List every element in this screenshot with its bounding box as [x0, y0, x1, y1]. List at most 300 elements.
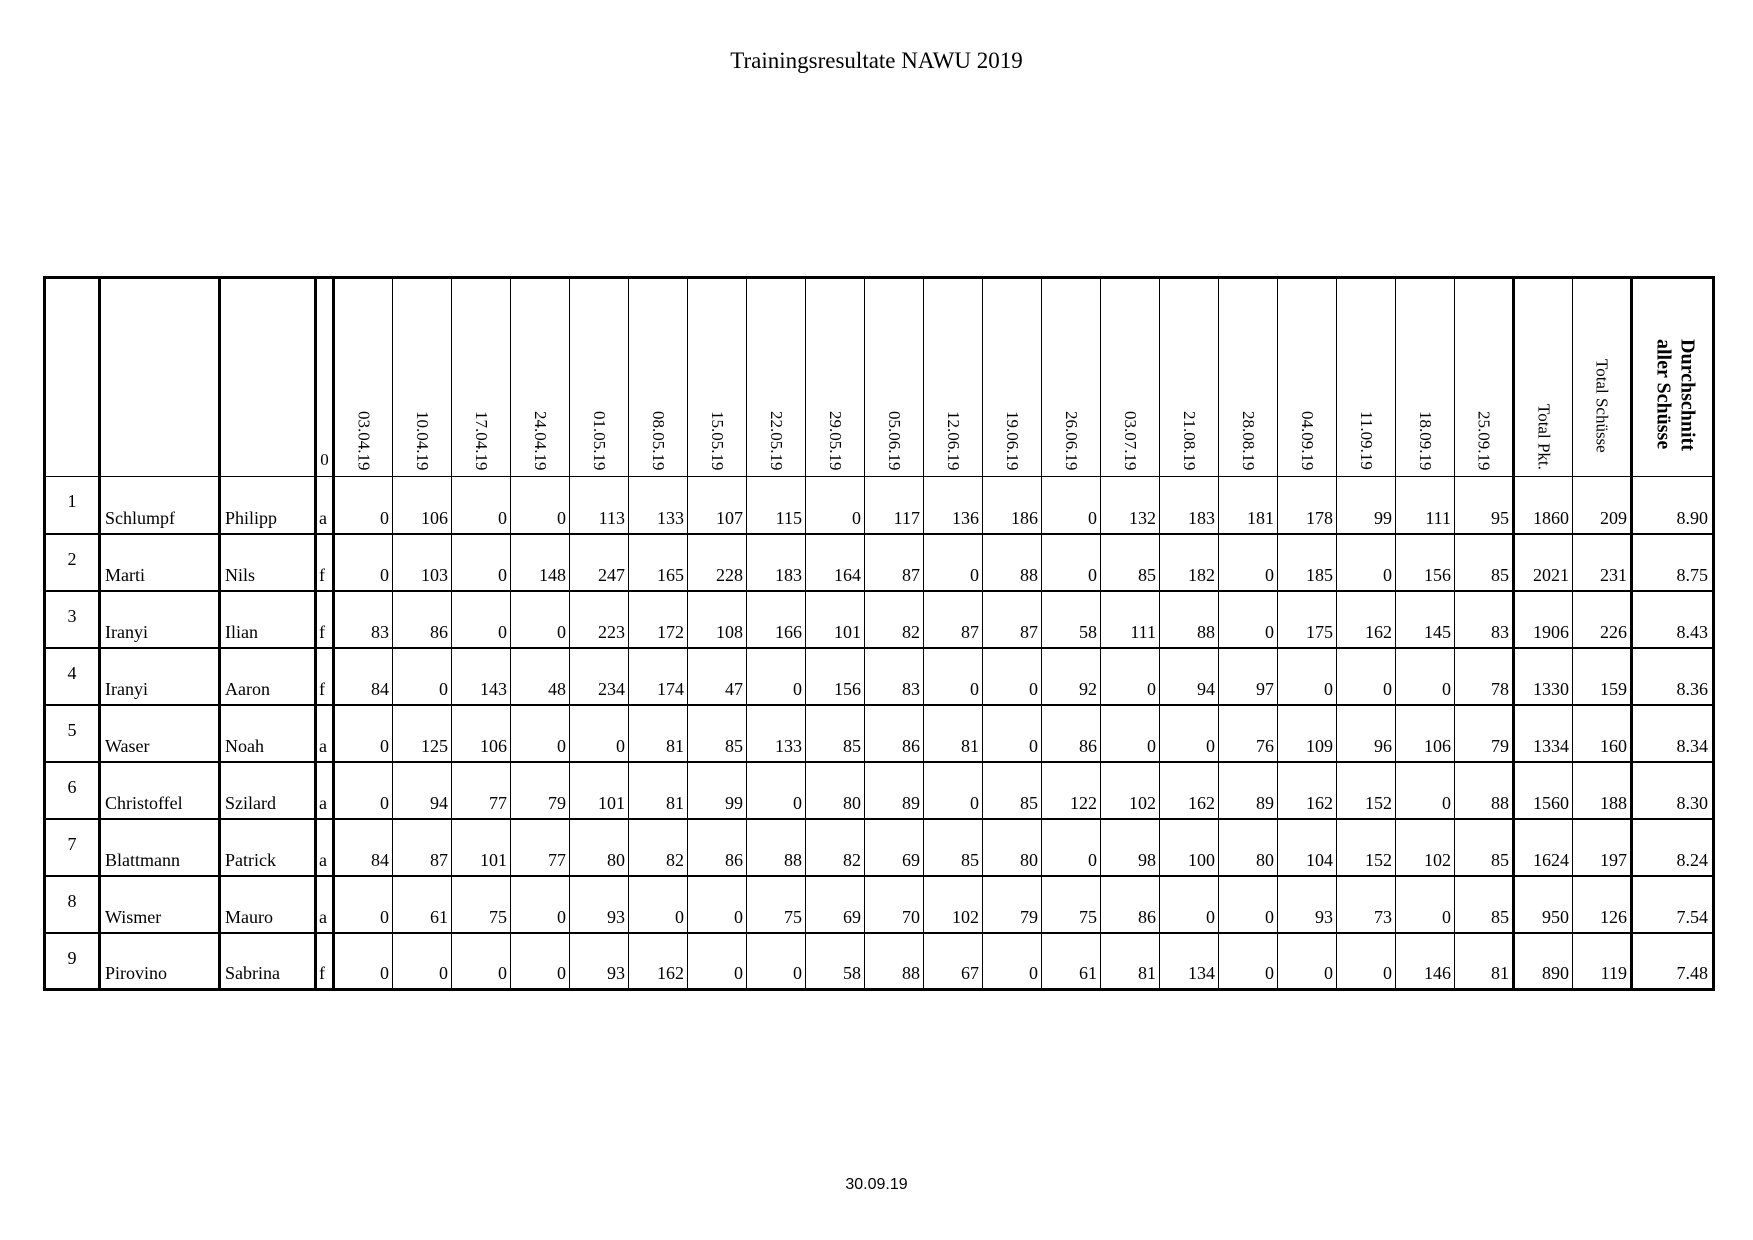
table-row — [45, 819, 1714, 876]
total-shots-cell: 126 — [1573, 876, 1632, 933]
score-cell: 0 — [1219, 591, 1278, 648]
lastname-cell: Christoffel — [100, 762, 220, 819]
header-date — [393, 278, 452, 477]
category-cell: a — [316, 762, 334, 819]
table-row — [45, 762, 1714, 819]
score-cell: 101 — [570, 762, 629, 819]
score-cell: 85 — [983, 762, 1042, 819]
rank-cell: 3 — [45, 591, 100, 648]
total-points-cell: 2021 — [1514, 534, 1573, 591]
score-cell: 98 — [1101, 819, 1160, 876]
header-date-label: 08.05.19 — [649, 410, 668, 470]
header-date — [1101, 278, 1160, 477]
score-cell: 102 — [1101, 762, 1160, 819]
category-cell: f — [316, 933, 334, 990]
score-cell: 100 — [1160, 819, 1219, 876]
score-cell: 99 — [1337, 477, 1396, 534]
score-cell: 0 — [1396, 762, 1455, 819]
score-cell: 164 — [806, 534, 865, 591]
score-cell: 82 — [629, 819, 688, 876]
header-date — [1337, 278, 1396, 477]
header-zero: 0 — [316, 278, 334, 477]
score-cell: 0 — [1396, 648, 1455, 705]
score-cell: 166 — [747, 591, 806, 648]
header-date-label: 22.05.19 — [767, 410, 786, 470]
score-cell: 0 — [511, 705, 570, 762]
firstname-cell: Philipp — [220, 477, 316, 534]
score-cell: 0 — [924, 534, 983, 591]
score-cell: 92 — [1042, 648, 1101, 705]
score-cell: 117 — [865, 477, 924, 534]
score-cell: 81 — [924, 705, 983, 762]
score-cell: 94 — [393, 762, 452, 819]
rank-cell: 1 — [45, 477, 100, 534]
score-cell: 87 — [924, 591, 983, 648]
score-cell: 93 — [570, 876, 629, 933]
header-date-label: 18.09.19 — [1416, 410, 1435, 470]
table-row — [45, 648, 1714, 705]
average-cell: 8.75 — [1632, 534, 1714, 591]
header-date-label: 04.09.19 — [1298, 410, 1317, 470]
header-rank — [45, 278, 100, 477]
score-cell: 70 — [865, 876, 924, 933]
score-cell: 79 — [1455, 705, 1514, 762]
lastname-cell: Wismer — [100, 876, 220, 933]
firstname-cell: Sabrina — [220, 933, 316, 990]
rank-cell: 7 — [45, 819, 100, 876]
score-cell: 0 — [570, 705, 629, 762]
score-cell: 81 — [629, 705, 688, 762]
table-row — [45, 705, 1714, 762]
header-date — [511, 278, 570, 477]
firstname-cell: Szilard — [220, 762, 316, 819]
header-date-label: 26.06.19 — [1062, 410, 1081, 470]
score-cell: 143 — [452, 648, 511, 705]
score-cell: 88 — [983, 534, 1042, 591]
score-cell: 85 — [1455, 819, 1514, 876]
header-date — [570, 278, 629, 477]
score-cell: 47 — [688, 648, 747, 705]
score-cell: 0 — [1160, 876, 1219, 933]
total-shots-cell: 119 — [1573, 933, 1632, 990]
category-cell: a — [316, 819, 334, 876]
score-cell: 85 — [688, 705, 747, 762]
total-points-cell: 1560 — [1514, 762, 1573, 819]
header-date-label: 15.05.19 — [708, 410, 727, 470]
score-cell: 0 — [334, 477, 393, 534]
total-shots-cell: 231 — [1573, 534, 1632, 591]
header-date-label: 11.09.19 — [1357, 411, 1376, 470]
score-cell: 132 — [1101, 477, 1160, 534]
header-date — [747, 278, 806, 477]
header-date-label: 17.04.19 — [472, 410, 491, 470]
total-shots-cell: 160 — [1573, 705, 1632, 762]
score-cell: 0 — [1396, 876, 1455, 933]
score-cell: 83 — [334, 591, 393, 648]
rank-cell: 2 — [45, 534, 100, 591]
score-cell: 80 — [806, 762, 865, 819]
score-cell: 109 — [1278, 705, 1337, 762]
header-date-label: 24.04.19 — [531, 410, 550, 470]
score-cell: 84 — [334, 648, 393, 705]
lastname-cell: Waser — [100, 705, 220, 762]
score-cell: 0 — [511, 591, 570, 648]
score-cell: 81 — [1101, 933, 1160, 990]
score-cell: 0 — [393, 648, 452, 705]
header-total-points-label: Total Pkt. — [1534, 404, 1554, 470]
score-cell: 75 — [747, 876, 806, 933]
lastname-cell: Iranyi — [100, 591, 220, 648]
average-cell: 7.54 — [1632, 876, 1714, 933]
score-cell: 88 — [865, 933, 924, 990]
score-cell: 146 — [1396, 933, 1455, 990]
score-cell: 0 — [1278, 933, 1337, 990]
score-cell: 108 — [688, 591, 747, 648]
score-cell: 103 — [393, 534, 452, 591]
table-row — [45, 534, 1714, 591]
score-cell: 0 — [806, 477, 865, 534]
category-cell: a — [316, 705, 334, 762]
score-cell: 111 — [1396, 477, 1455, 534]
score-cell: 113 — [570, 477, 629, 534]
score-cell: 156 — [806, 648, 865, 705]
firstname-cell: Ilian — [220, 591, 316, 648]
table-row — [45, 477, 1714, 534]
score-cell: 0 — [1337, 534, 1396, 591]
score-cell: 80 — [983, 819, 1042, 876]
score-cell: 0 — [1042, 477, 1101, 534]
score-cell: 48 — [511, 648, 570, 705]
header-date — [1278, 278, 1337, 477]
lastname-cell: Blattmann — [100, 819, 220, 876]
score-cell: 174 — [629, 648, 688, 705]
rank-cell: 5 — [45, 705, 100, 762]
average-cell: 8.24 — [1632, 819, 1714, 876]
score-cell: 94 — [1160, 648, 1219, 705]
score-cell: 86 — [1042, 705, 1101, 762]
score-cell: 106 — [393, 477, 452, 534]
score-cell: 182 — [1160, 534, 1219, 591]
score-cell: 85 — [1455, 534, 1514, 591]
score-cell: 0 — [511, 477, 570, 534]
score-cell: 0 — [1219, 534, 1278, 591]
score-cell: 83 — [865, 648, 924, 705]
score-cell: 133 — [747, 705, 806, 762]
category-cell: f — [316, 591, 334, 648]
score-cell: 0 — [629, 876, 688, 933]
total-points-cell: 1334 — [1514, 705, 1573, 762]
score-cell: 58 — [1042, 591, 1101, 648]
score-cell: 0 — [1219, 876, 1278, 933]
score-cell: 85 — [806, 705, 865, 762]
score-cell: 134 — [1160, 933, 1219, 990]
footer-date: 30.09.19 — [845, 1176, 908, 1193]
lastname-cell: Marti — [100, 534, 220, 591]
score-cell: 0 — [511, 876, 570, 933]
score-cell: 88 — [747, 819, 806, 876]
lastname-cell: Pirovino — [100, 933, 220, 990]
score-cell: 183 — [1160, 477, 1219, 534]
score-cell: 145 — [1396, 591, 1455, 648]
score-cell: 76 — [1219, 705, 1278, 762]
score-cell: 165 — [629, 534, 688, 591]
score-cell: 0 — [334, 876, 393, 933]
score-cell: 77 — [511, 819, 570, 876]
average-cell: 8.43 — [1632, 591, 1714, 648]
score-cell: 86 — [1101, 876, 1160, 933]
score-cell: 111 — [1101, 591, 1160, 648]
category-cell: a — [316, 876, 334, 933]
header-date — [924, 278, 983, 477]
score-cell: 88 — [1455, 762, 1514, 819]
results-table — [43, 276, 1715, 991]
score-cell: 228 — [688, 534, 747, 591]
average-cell: 8.34 — [1632, 705, 1714, 762]
header-date — [1455, 278, 1514, 477]
score-cell: 69 — [865, 819, 924, 876]
score-cell: 0 — [688, 933, 747, 990]
score-cell: 78 — [1455, 648, 1514, 705]
score-cell: 0 — [334, 933, 393, 990]
score-cell: 0 — [924, 648, 983, 705]
score-cell: 133 — [629, 477, 688, 534]
header-date — [1396, 278, 1455, 477]
score-cell: 80 — [1219, 819, 1278, 876]
header-date — [806, 278, 865, 477]
rank-cell: 8 — [45, 876, 100, 933]
score-cell: 93 — [570, 933, 629, 990]
category-cell: a — [316, 477, 334, 534]
score-cell: 89 — [1219, 762, 1278, 819]
score-cell: 178 — [1278, 477, 1337, 534]
header-lastname — [100, 278, 220, 477]
header-row — [45, 278, 1714, 477]
score-cell: 247 — [570, 534, 629, 591]
score-cell: 162 — [1278, 762, 1337, 819]
score-cell: 152 — [1337, 762, 1396, 819]
table-row — [45, 933, 1714, 990]
score-cell: 87 — [393, 819, 452, 876]
score-cell: 75 — [452, 876, 511, 933]
score-cell: 234 — [570, 648, 629, 705]
score-cell: 86 — [865, 705, 924, 762]
score-cell: 0 — [1160, 705, 1219, 762]
score-cell: 88 — [1160, 591, 1219, 648]
average-cell: 8.90 — [1632, 477, 1714, 534]
firstname-cell: Nils — [220, 534, 316, 591]
header-date-label: 01.05.19 — [590, 410, 609, 470]
score-cell: 97 — [1219, 648, 1278, 705]
score-cell: 106 — [452, 705, 511, 762]
score-cell: 89 — [865, 762, 924, 819]
header-date-label: 05.06.19 — [885, 410, 904, 470]
score-cell: 0 — [452, 933, 511, 990]
header-date — [452, 278, 511, 477]
firstname-cell: Noah — [220, 705, 316, 762]
rank-cell: 4 — [45, 648, 100, 705]
score-cell: 79 — [511, 762, 570, 819]
header-total-shots — [1573, 278, 1632, 477]
score-cell: 156 — [1396, 534, 1455, 591]
score-cell: 0 — [1042, 534, 1101, 591]
header-date — [1219, 278, 1278, 477]
score-cell: 183 — [747, 534, 806, 591]
score-cell: 87 — [983, 591, 1042, 648]
score-cell: 87 — [865, 534, 924, 591]
score-cell: 162 — [1337, 591, 1396, 648]
score-cell: 0 — [688, 876, 747, 933]
total-points-cell: 1906 — [1514, 591, 1573, 648]
total-points-cell: 1330 — [1514, 648, 1573, 705]
page-title: Trainingsresultate NAWU 2019 — [730, 48, 1023, 73]
score-cell: 69 — [806, 876, 865, 933]
header-date — [334, 278, 393, 477]
score-cell: 0 — [452, 477, 511, 534]
score-cell: 67 — [924, 933, 983, 990]
score-cell: 0 — [747, 648, 806, 705]
header-total-shots-label: Total Schüsse — [1592, 359, 1612, 453]
score-cell: 0 — [393, 933, 452, 990]
total-points-cell: 890 — [1514, 933, 1573, 990]
score-cell: 81 — [629, 762, 688, 819]
score-cell: 82 — [806, 819, 865, 876]
firstname-cell: Aaron — [220, 648, 316, 705]
score-cell: 101 — [452, 819, 511, 876]
lastname-cell: Schlumpf — [100, 477, 220, 534]
score-cell: 96 — [1337, 705, 1396, 762]
firstname-cell: Mauro — [220, 876, 316, 933]
score-cell: 0 — [1219, 933, 1278, 990]
average-cell: 7.48 — [1632, 933, 1714, 990]
header-date-label: 03.04.19 — [354, 410, 374, 470]
header-date-label: 25.09.19 — [1474, 410, 1494, 470]
total-shots-cell: 209 — [1573, 477, 1632, 534]
score-cell: 93 — [1278, 876, 1337, 933]
score-cell: 0 — [1042, 819, 1101, 876]
header-firstname — [220, 278, 316, 477]
score-cell: 0 — [334, 705, 393, 762]
score-cell: 181 — [1219, 477, 1278, 534]
score-cell: 136 — [924, 477, 983, 534]
score-cell: 0 — [983, 705, 1042, 762]
score-cell: 0 — [983, 648, 1042, 705]
header-date — [1160, 278, 1219, 477]
average-cell: 8.36 — [1632, 648, 1714, 705]
header-average — [1632, 278, 1714, 477]
score-cell: 75 — [1042, 876, 1101, 933]
score-cell: 73 — [1337, 876, 1396, 933]
score-cell: 58 — [806, 933, 865, 990]
header-date-label: 12.06.19 — [944, 410, 963, 470]
total-shots-cell: 188 — [1573, 762, 1632, 819]
score-cell: 102 — [924, 876, 983, 933]
score-cell: 84 — [334, 819, 393, 876]
score-cell: 85 — [924, 819, 983, 876]
score-cell: 101 — [806, 591, 865, 648]
score-cell: 0 — [334, 762, 393, 819]
score-cell: 79 — [983, 876, 1042, 933]
score-cell: 0 — [1101, 705, 1160, 762]
header-total-points — [1514, 278, 1573, 477]
score-cell: 148 — [511, 534, 570, 591]
total-points-cell: 1624 — [1514, 819, 1573, 876]
score-cell: 99 — [688, 762, 747, 819]
header-date-label: 28.08.19 — [1239, 410, 1258, 470]
score-cell: 102 — [1396, 819, 1455, 876]
score-cell: 122 — [1042, 762, 1101, 819]
score-cell: 107 — [688, 477, 747, 534]
score-cell: 0 — [1337, 933, 1396, 990]
header-date-label: 19.06.19 — [1003, 410, 1022, 470]
score-cell: 95 — [1455, 477, 1514, 534]
score-cell: 82 — [865, 591, 924, 648]
score-cell: 0 — [334, 534, 393, 591]
score-cell: 0 — [747, 762, 806, 819]
score-cell: 83 — [1455, 591, 1514, 648]
score-cell: 86 — [393, 591, 452, 648]
score-cell: 0 — [1278, 648, 1337, 705]
score-cell: 172 — [629, 591, 688, 648]
score-cell: 0 — [511, 933, 570, 990]
table-body — [45, 477, 1714, 990]
firstname-cell: Patrick — [220, 819, 316, 876]
rank-cell: 9 — [45, 933, 100, 990]
score-cell: 0 — [452, 534, 511, 591]
total-points-cell: 950 — [1514, 876, 1573, 933]
score-cell: 0 — [983, 933, 1042, 990]
score-cell: 115 — [747, 477, 806, 534]
table-row — [45, 591, 1714, 648]
header-date-label: 21.08.19 — [1180, 410, 1199, 470]
score-cell: 125 — [393, 705, 452, 762]
total-shots-cell: 226 — [1573, 591, 1632, 648]
score-cell: 61 — [1042, 933, 1101, 990]
header-date — [629, 278, 688, 477]
header-date-label: 03.07.19 — [1121, 410, 1140, 470]
average-cell: 8.30 — [1632, 762, 1714, 819]
score-cell: 61 — [393, 876, 452, 933]
table-row — [45, 876, 1714, 933]
score-cell: 104 — [1278, 819, 1337, 876]
category-cell: f — [316, 648, 334, 705]
score-cell: 186 — [983, 477, 1042, 534]
header-date — [688, 278, 747, 477]
score-cell: 152 — [1337, 819, 1396, 876]
total-points-cell: 1860 — [1514, 477, 1573, 534]
total-shots-cell: 159 — [1573, 648, 1632, 705]
score-cell: 86 — [688, 819, 747, 876]
score-cell: 80 — [570, 819, 629, 876]
score-cell: 85 — [1101, 534, 1160, 591]
score-cell: 77 — [452, 762, 511, 819]
score-cell: 223 — [570, 591, 629, 648]
header-date — [983, 278, 1042, 477]
score-cell: 106 — [1396, 705, 1455, 762]
score-cell: 0 — [1101, 648, 1160, 705]
score-cell: 0 — [452, 591, 511, 648]
score-cell: 85 — [1455, 876, 1514, 933]
score-cell: 162 — [629, 933, 688, 990]
header-average-label: Durchschnitt aller Schüsse — [1652, 339, 1699, 451]
score-cell: 0 — [747, 933, 806, 990]
total-shots-cell: 197 — [1573, 819, 1632, 876]
score-cell: 0 — [924, 762, 983, 819]
score-cell: 81 — [1455, 933, 1514, 990]
score-cell: 175 — [1278, 591, 1337, 648]
score-cell: 162 — [1160, 762, 1219, 819]
category-cell: f — [316, 534, 334, 591]
header-date — [1042, 278, 1101, 477]
